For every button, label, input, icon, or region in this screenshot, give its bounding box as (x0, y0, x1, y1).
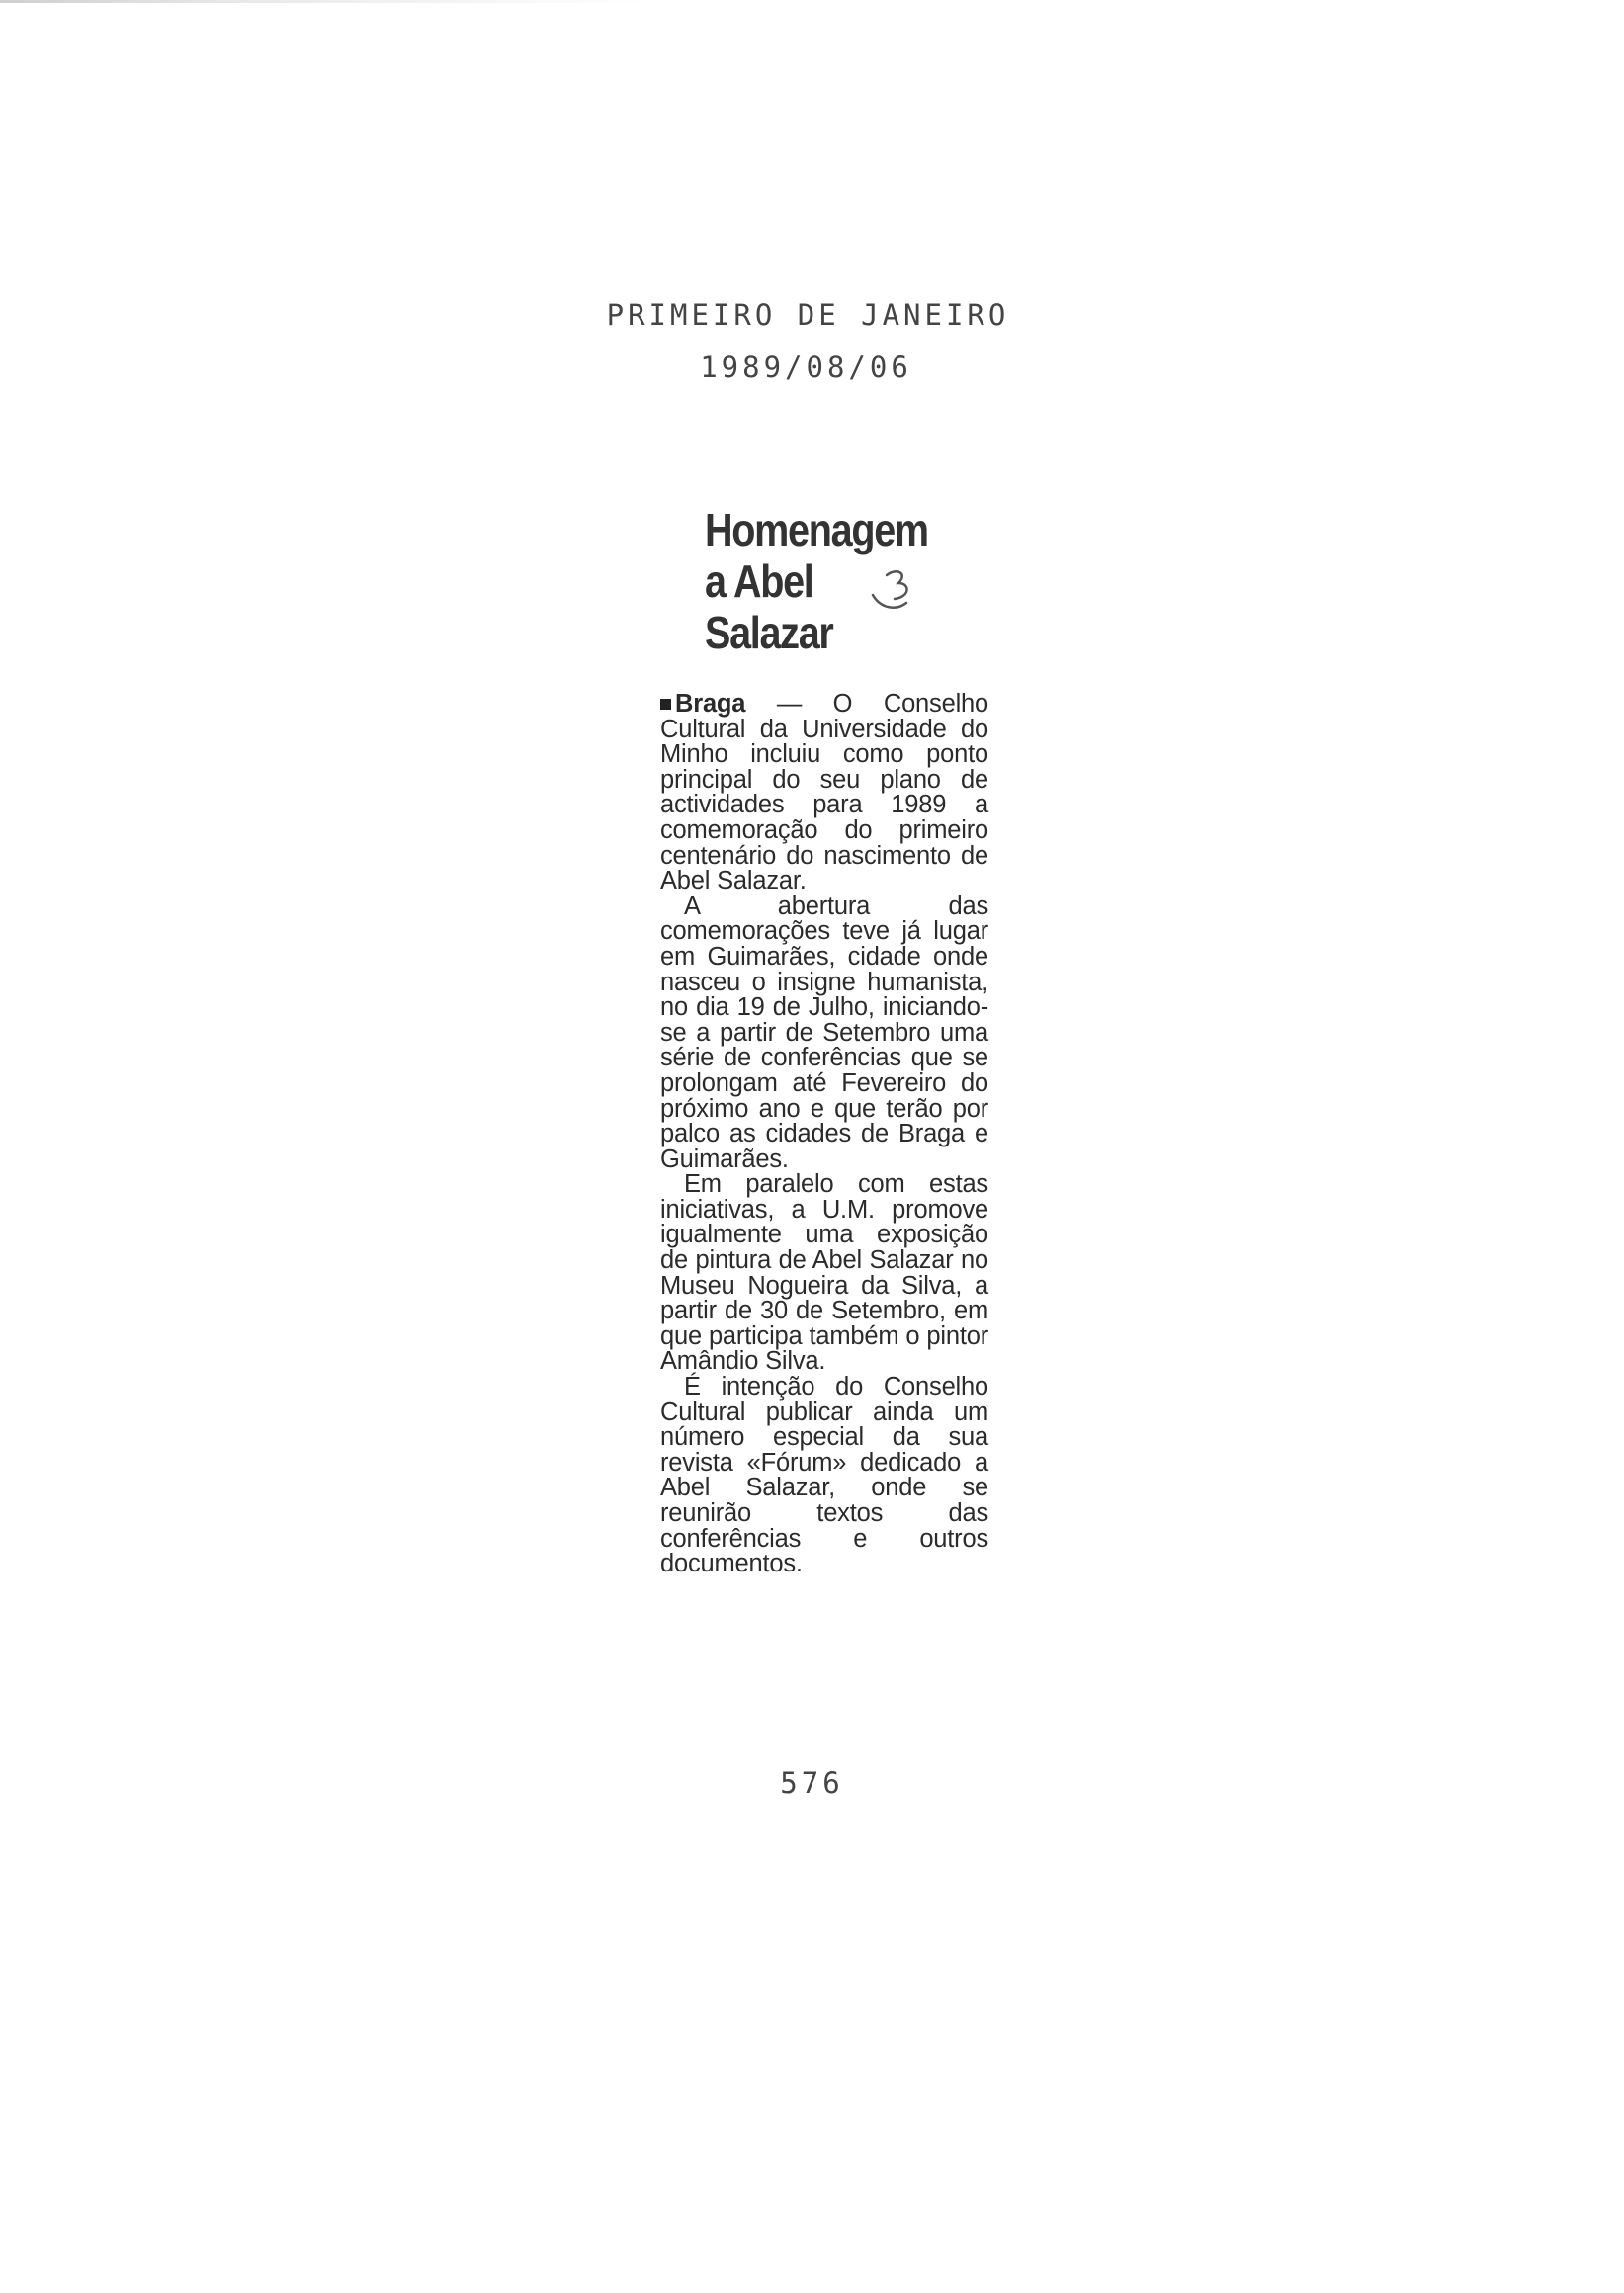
publication-name: PRIMEIRO DE JANEIRO (606, 298, 1010, 332)
publication-date: 1989/08/06 (700, 350, 912, 383)
article-paragraph-1 (660, 692, 988, 894)
headline-line-1: Homenagem (705, 504, 928, 555)
page-number: 576 (780, 1766, 844, 1800)
paragraph-1-text: — O Conselho Cultural da Universidade do Minho incluiu como ponto principal do seu plano de actividades para 1989 a comemoração do primeiro centenário do nascimento de Abel Salazar. (660, 690, 988, 895)
article-paragraph-4: É intenção do Conselho Cultural publicar ainda um número especial da sua revista «Fórum» dedicado a Abel Salazar, onde se reunirão textos das conferências e outros documentos. (660, 1373, 988, 1578)
scan-edge-shadow (0, 0, 1624, 3)
article-body (660, 692, 988, 1577)
bullet-square-icon (660, 699, 671, 710)
article-paragraph-2: A abertura das comemorações teve já lugar em Guimarães, cidade onde nasceu o insigne humanista, no dia 19 de Julho, iniciando-se a partir de Setembro uma série de conferências que se prolongam até Fevereiro do próximo ano e que terão por palco as cidades de Braga e Guimarães. (660, 892, 988, 1173)
handwritten-number-mark (863, 561, 922, 621)
article-paragraph-3: Em paralelo com estas iniciativas, a U.M. promove igualmente uma exposição de pintura de Abel Salazar no Museu Nogueira da Silva, a partir de 30 de Setembro, em que participa também o pintor Amândio Silva. (660, 1170, 988, 1376)
article-dateline: Braga (675, 690, 746, 718)
headline-line-3: Salazar (705, 607, 833, 658)
headline-line-2: a Abel (705, 555, 813, 607)
